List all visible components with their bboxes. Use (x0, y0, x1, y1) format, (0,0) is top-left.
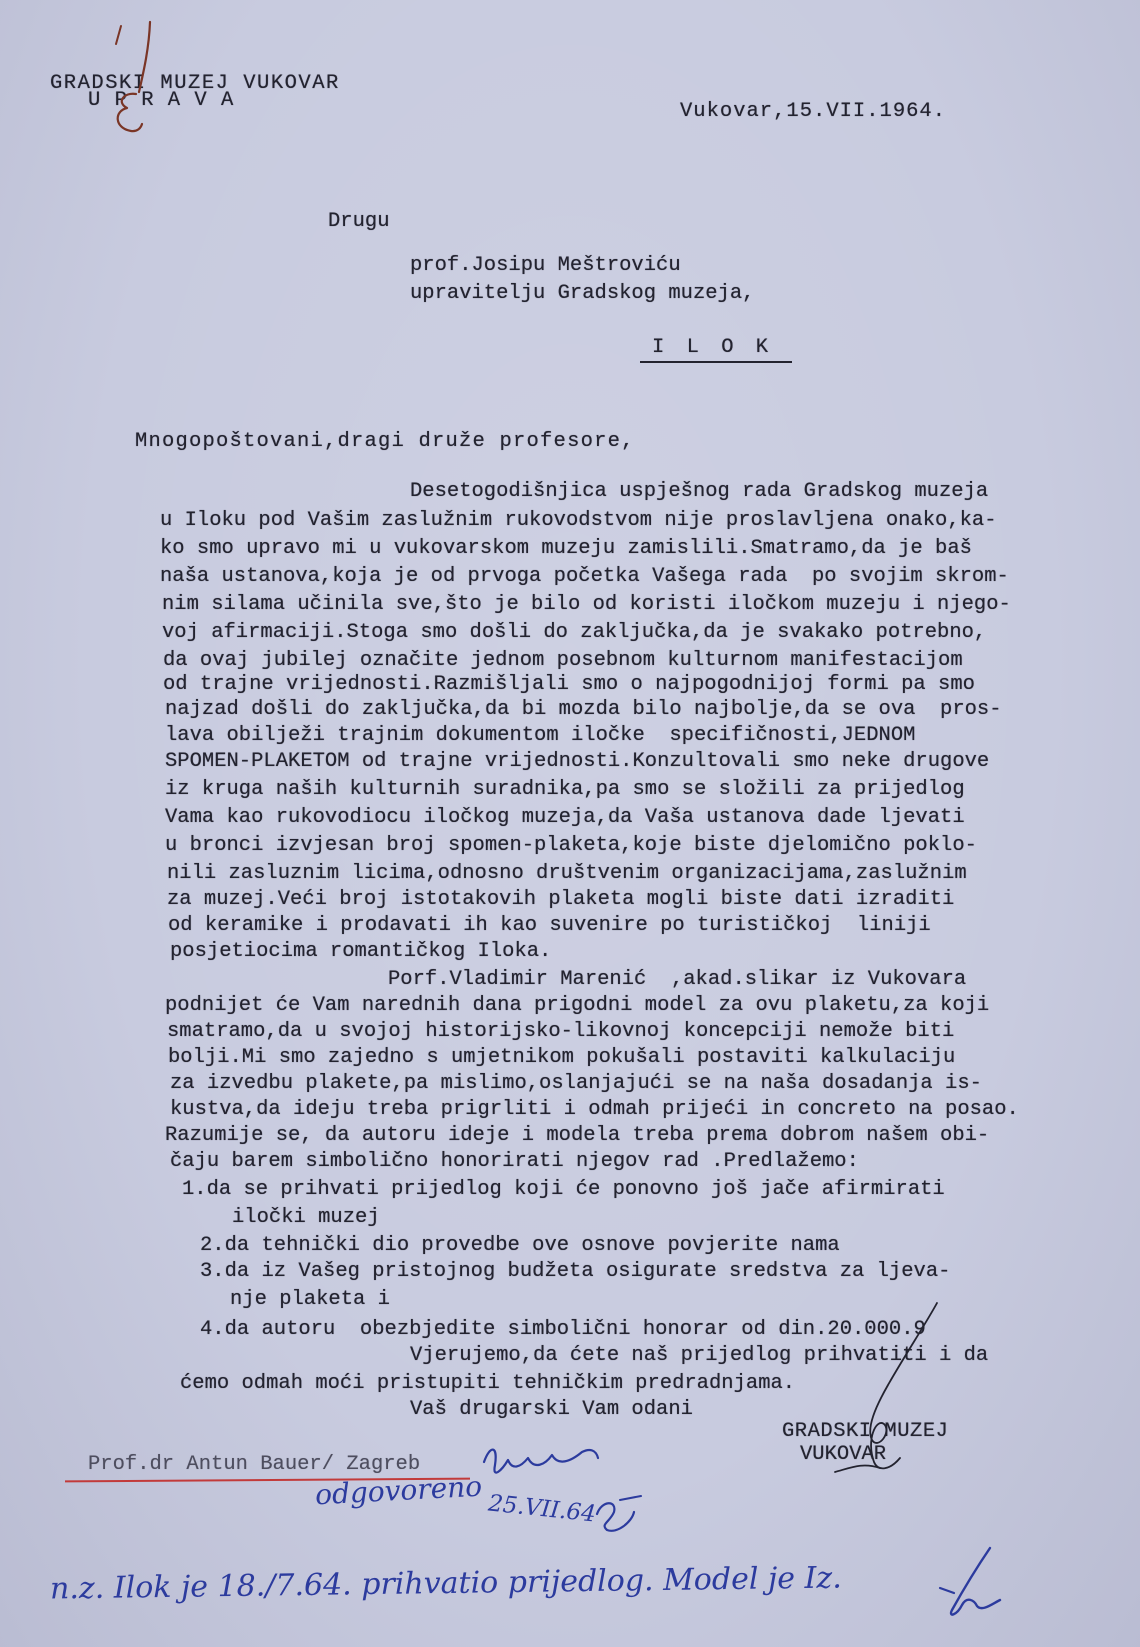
letter-line: Vaš drugarski Vam odani (410, 1398, 693, 1421)
handwritten-reply-word: odgovoreno (314, 1469, 483, 1512)
signature-stroke (940, 1588, 954, 1593)
letter-line: u bronci izvjesan broj spomen-plaketa,koje biste djelomično poklo- (165, 834, 977, 857)
letter-line: Vjerujemo,da ćete naš prijedlog prihvatiti i da (410, 1344, 989, 1367)
recipient-position: upravitelju Gradskog muzeja, (410, 282, 755, 305)
letter-date: Vukovar,15.VII.1964. (680, 100, 947, 123)
copy-to: Prof.dr Antun Bauer/ Zagreb (88, 1453, 421, 1476)
greeting: Mnogopoštovani,dragi druže profesore, (135, 430, 635, 453)
letter-line: podnijet će Vam narednih dana prigodni model za ovu plaketu,za koji (165, 994, 990, 1017)
letter-line: Razumije se, da autoru ideje i modela treba prema dobrom našem obi- (165, 1124, 990, 1147)
letterhead-department: U P R A V A (88, 89, 235, 112)
letter-line: voj afirmaciji.Stoga smo došli do zaključka,da je svakako potrebno, (162, 621, 987, 644)
list-item: nje plaketa i (230, 1288, 390, 1311)
letter-line: iz kruga naših kulturnih suradnika,pa smo se složili za prijedlog (165, 778, 965, 801)
letter-line: nim silama učinila sve,što je bilo od koristi iločkom muzeju i njego- (162, 593, 1011, 616)
letter-line: čaju barem simbolično honorirati njegov rad .Predlažemo: (170, 1150, 859, 1173)
letter-line: najzad došli do zaključka,da bi mozda bilo najbolje,da se ova pros- (165, 698, 1002, 721)
pencil-stroke (116, 26, 121, 44)
letter-line: za izvedbu plakete,pa mislimo,oslanjajući se na naša dosadanja is- (170, 1072, 982, 1095)
letter-line: nili zasluznim licima,odnosno društvenim organizacijama,zaslužnim (167, 862, 967, 885)
list-item: iločki muzej (232, 1206, 380, 1229)
letter-line: Vama kao rukovodiocu iločkog muzeja,da Vaša ustanova dade ljevati (165, 806, 965, 829)
handwritten-reply-date: 25.VII.64 (486, 1490, 598, 1528)
list-item: 4.da autoru obezbjedite simbolični honorar od din.20.000.9 (200, 1318, 926, 1341)
signature-stroke (484, 1450, 598, 1473)
letter-line: ko smo upravo mi u vukovarskom muzeju zamislili.Smatramo,da je baš (160, 537, 972, 560)
signature-stroke (620, 1496, 641, 1500)
list-item: 2.da tehnički dio provedbe ove osnove povjerite nama (200, 1234, 840, 1257)
recipient-city: I L O K (652, 336, 774, 359)
signature-stroke (597, 1503, 634, 1531)
letterhead-organization: GRADSKI MUZEJ VUKOVAR (50, 72, 340, 95)
letter-line: bolji.Mi smo zajedno s umjetnikom pokušali postaviti kalkulaciju (168, 1046, 956, 1069)
letter-line: za muzej.Veći broj istotakovih plaketa mogli biste dati izraditi (167, 888, 955, 911)
list-item: 1.da se prihvati prijedlog koji će ponovno još jače afirmirati (182, 1178, 945, 1201)
recipient-name: prof.Josipu Meštroviću (410, 254, 681, 277)
letter-line: da ovaj jubilej označite jednom posebnom kulturnom manifestacijom (163, 649, 963, 672)
letter-line: od keramike i prodavati ih kao suvenire po turističkoj liniji (168, 914, 931, 937)
handwritten-note: n.z. Ilok je 18./7.64. prihvatio prijedlog. Model je Iz. (49, 1560, 842, 1607)
letter-line: Porf.Vladimir Marenić ,akad.slikar iz Vukovara (388, 968, 967, 991)
letter-line: u Iloku pod Vašim zaslužnim rukovodstvom nije proslavljena onako,ka- (160, 509, 997, 532)
signature-stroke (951, 1548, 1000, 1615)
letter-line: naša ustanova,koja je od prvoga početka Vašega rada po svojim skrom- (160, 565, 1009, 588)
stamp-line-1: GRADSKI MUZEJ (782, 1420, 949, 1443)
letter-line: kustva,da ideju treba prigrliti i odmah prijeći in concreto na posao. (170, 1098, 1019, 1121)
stamp-line-2: VUKOVAR (800, 1443, 887, 1466)
letter-line: SPOMEN-PLAKETOM od trajne vrijednosti.Konzultovali smo neke drugove (165, 750, 990, 773)
letter-line: Desetogodišnjica uspješnog rada Gradskog muzeja (410, 480, 989, 503)
recipient-city-underline (640, 361, 792, 363)
letter-line: ćemo odmah moći pristupiti tehničkim predradnjama. (180, 1372, 796, 1395)
recipient-prefix: Drugu (328, 210, 390, 233)
list-item: 3.da iz Vašeg pristojnog budžeta osigurate sredstva za ljeva- (200, 1260, 951, 1283)
letter-line: smatramo,da u svojoj historijsko-likovnoj koncepciji nemože biti (167, 1020, 955, 1043)
letter-line: od trajne vrijednosti.Razmišljali smo o najpogodnijoj formi pa smo (163, 673, 975, 696)
letter-line: posjetiocima romantičkog Iloka. (170, 940, 552, 963)
letter-line: lava obilježi trajnim dokumentom iločke specifičnosti,JEDNOM (165, 724, 916, 747)
note-signature (940, 1548, 1000, 1615)
